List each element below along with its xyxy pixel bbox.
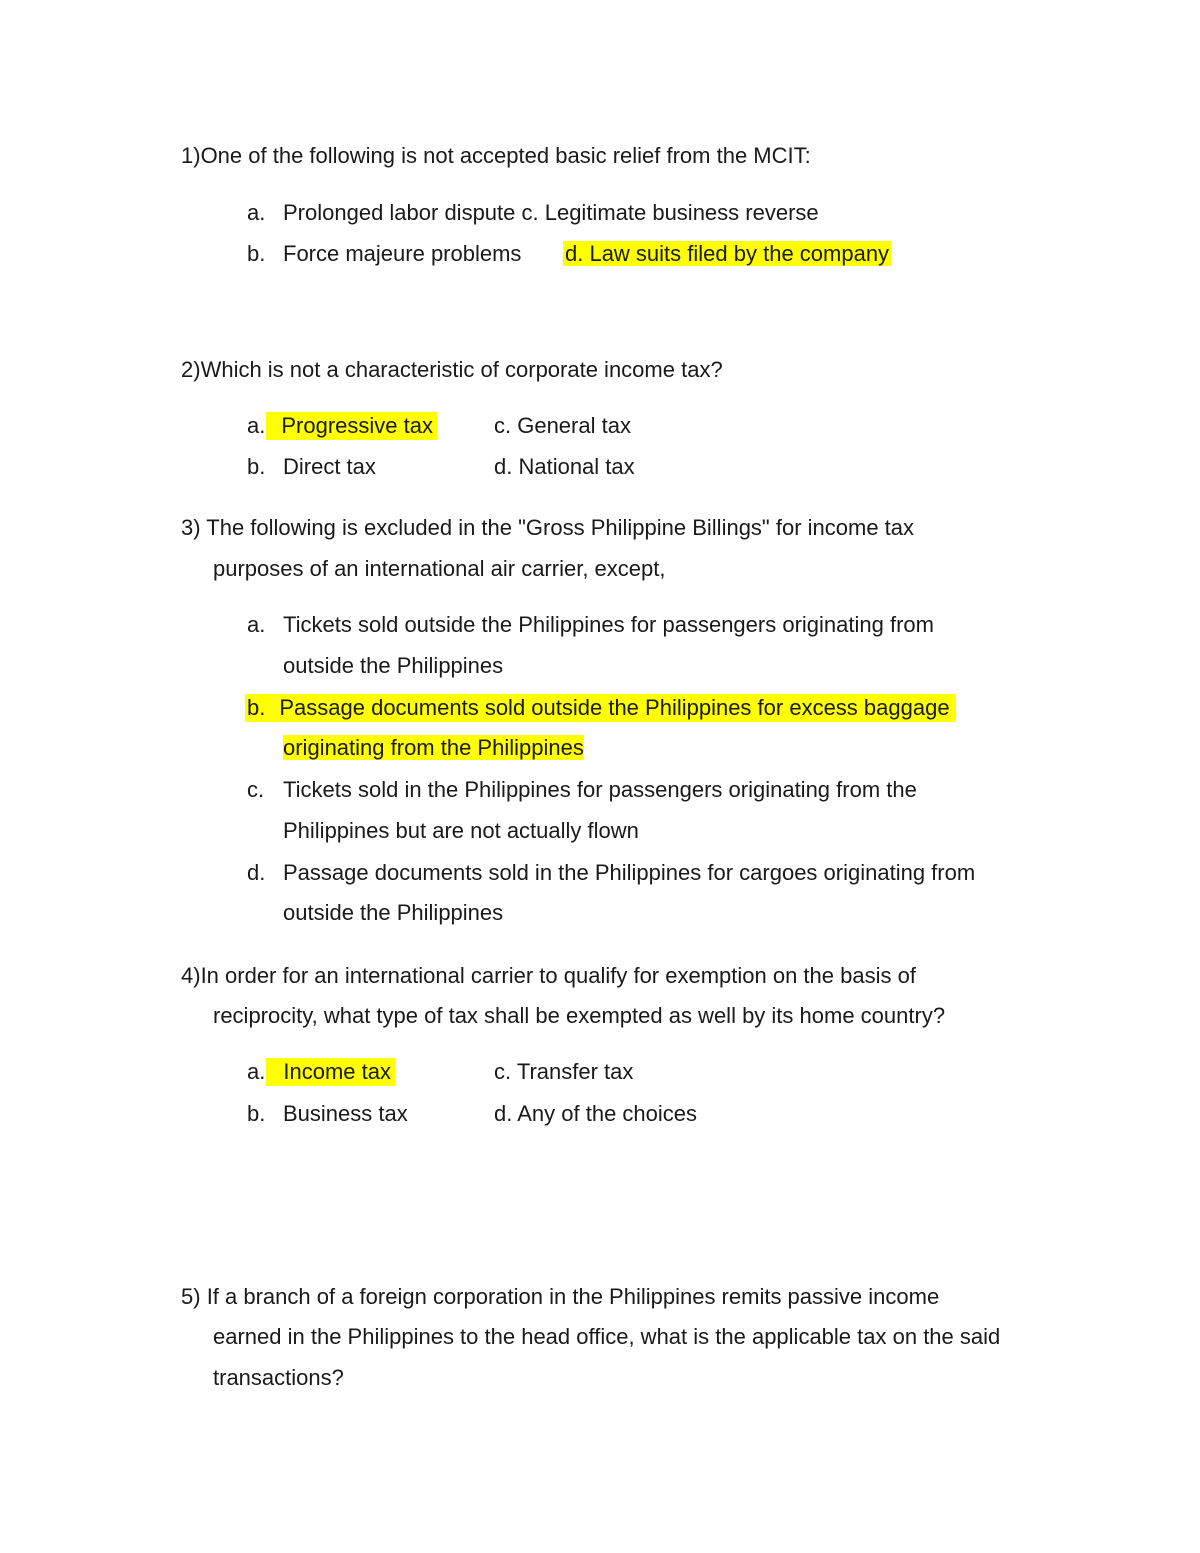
q4-option-a [247,1058,395,1086]
q3-option-a-marker: a. [247,612,266,637]
question-5-stem-line-2: earned in the Philippines to the head office, what is the applicable tax on the said [213,1324,1001,1349]
q1-option-d-text [563,240,891,268]
q3-option-c-marker: c. [247,777,265,802]
question-3-stem-line-1 [181,514,914,542]
question-4-stem-line-2: reciprocity, what type of tax shall be exempted as well by its home country? [213,1003,946,1028]
q4-answer-highlight: Income tax [266,1058,395,1086]
q3-option-d-marker: d. [247,860,266,885]
question-1-stem [181,142,811,170]
q4-option-a-marker: a. [247,1059,266,1084]
question-1-number: 1) [181,143,201,168]
question-3-text-1: The following is excluded in the "Gross Philippine Billings" for income tax [206,515,915,540]
q2-answer-highlight: Progressive tax [266,412,437,440]
q3-option-d-line-2: outside the Philippines [283,900,504,925]
question-5-stem-line-1 [181,1283,939,1311]
question-5-number: 5) [181,1284,201,1309]
question-2-stem [181,356,723,384]
q3-option-a-line-1: Tickets sold outside the Philippines for passengers originating from [283,612,934,637]
question-1-text: One of the following is not accepted basic relief from the MCIT: [200,143,811,168]
q4-option-b-text: Business tax [283,1101,408,1126]
q1-answer-highlight: d. Law suits filed by the company [565,241,890,266]
question-2-text: Which is not a characteristic of corporate income tax? [200,357,723,382]
question-5-text-1: If a branch of a foreign corporation in the Philippines remits passive income [206,1284,940,1309]
question-5-stem-line-3: transactions? [213,1365,344,1390]
question-4-text-1: In order for an international carrier to qualify for exemption on the basis of [200,963,916,988]
q2-option-d-text: d. National tax [494,454,635,479]
q3-option-c-line-2: Philippines but are not actually flown [283,818,639,843]
question-4-number: 4) [181,963,201,988]
q3-option-b-line-2: originating from the Philippines [283,735,584,760]
question-4-stem-line-1 [181,962,916,990]
q4-option-c-text: c. Transfer tax [494,1059,634,1084]
question-3-stem-line-2: purposes of an international air carrier, except, [213,556,666,581]
q1-option-b-text: Force majeure problems [283,241,522,266]
q4-option-b-marker: b. [247,1101,266,1126]
q1-row-1-text: Prolonged labor dispute c. Legitimate business reverse [283,200,819,225]
q2-option-b-text: Direct tax [283,454,376,479]
q3-option-b-line-1: Passage documents sold outside the Philippines for excess baggage [279,695,950,720]
question-3-number: 3) [181,515,201,540]
q3-option-c-line-1: Tickets sold in the Philippines for passengers originating from the [283,777,917,802]
q3-option-a-line-2: outside the Philippines [283,653,504,678]
q1-option-a-marker: a. [247,200,266,225]
q3-option-b-marker: b. Passage documents sold outside the Philippines for excess baggage [245,694,956,722]
question-2-number: 2) [181,357,201,382]
q4-option-d-text: d. Any of the choices [494,1101,698,1126]
q3-option-d-line-1: Passage documents sold in the Philippines for cargoes originating from [283,860,976,885]
q1-option-b-marker: b. [247,241,266,266]
q2-option-a-marker: a. [247,413,266,438]
q2-option-a [247,412,437,440]
q3-option-b-highlight [245,694,956,722]
q3-option-b-line-2-wrap [283,734,584,762]
q2-option-b-marker: b. [247,454,266,479]
q2-option-c-text: c. General tax [494,413,631,438]
